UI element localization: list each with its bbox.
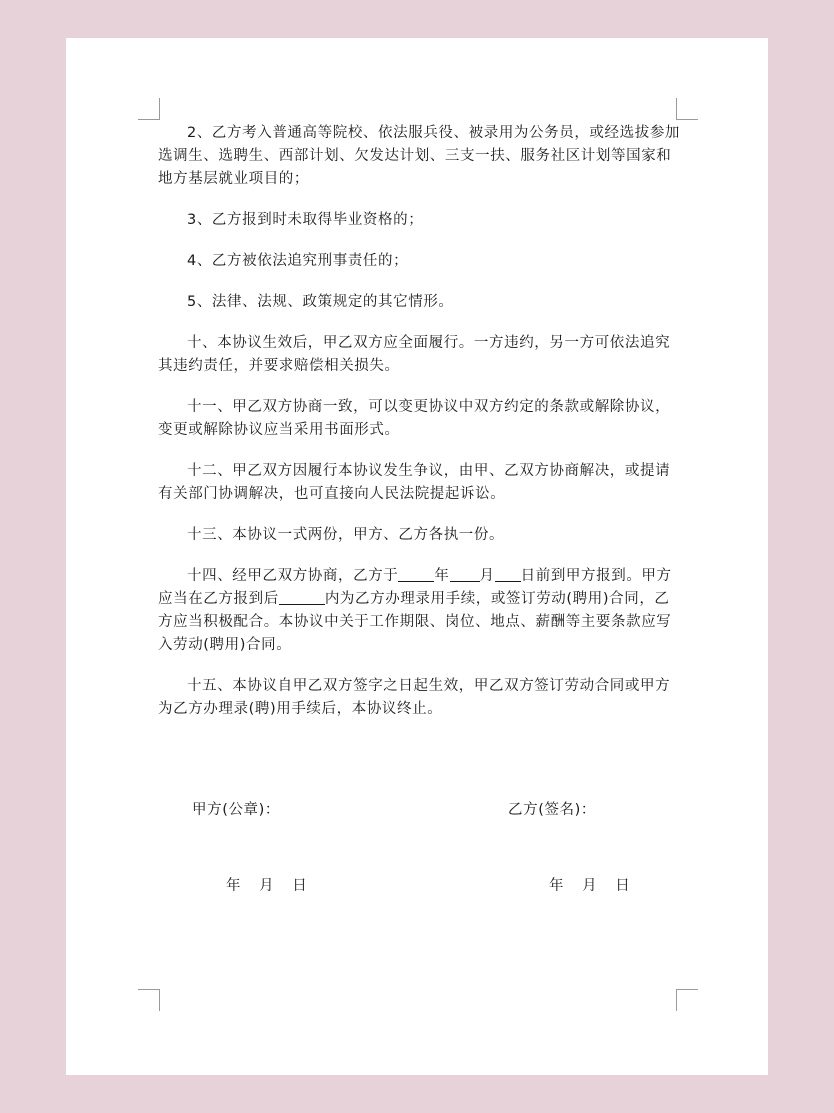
period-blank [279,590,325,605]
party-a-date-month: 月 [259,878,275,894]
party-b-date-month: 月 [582,878,598,894]
clause-10: 十、本协议生效后，甲乙双方应全面履行。一方违约，另一方可依法追究其违约责任，并要求赔偿相关损失。 [158,335,671,374]
party-b-date-day: 日 [615,878,631,894]
party-b-date-year: 年 [549,878,565,894]
clause-14-year: 年 [434,568,450,584]
margin-corner-top-left [138,98,160,120]
clause-15: 十五、本协议自甲乙双方签字之日起生效，甲乙双方签订劳动合同或甲方为乙方办理录(聘)用手续后，本协议终止。 [158,678,671,717]
party-a-date [226,874,325,895]
margin-corner-top-right [676,98,698,120]
clause-14-part3: 内为乙方办理录用手续，或签订劳动(聘用)合同，乙方应当积极配合。本协议中关于工作期限、岗位、地点、薪酬等主要条款应写入劳动(聘用)合同。 [158,591,672,653]
item-3: 3、乙方报到时未取得毕业资格的； [187,212,424,228]
party-b-label: 乙方(签名)： [508,802,597,818]
month-blank [450,567,480,582]
item-2: 2、乙方考入普通高等院校、依法服兵役、被录用为公务员，或经选拔参加选调生、选聘生、西部计划、欠发达计划、三支一扶、服务社区计划等国家和地方基层就业项目的； [158,125,681,187]
clause-14-month: 月 [479,568,495,584]
day-blank [495,567,521,582]
party-a-date-year: 年 [226,878,242,894]
party-a-label: 甲方(公章)： [192,802,281,818]
clause-14 [158,565,683,657]
party-a-date-day: 日 [292,878,308,894]
clause-14-part2: 日前到甲方报到。甲方应当在乙方报到后 [158,568,672,607]
document-body [158,122,683,721]
margin-corner-bottom-left [138,989,160,1011]
item-4: 4、乙方被依法追究刑事责任的； [187,253,409,269]
clause-12: 十二、甲乙双方因履行本协议发生争议，由甲、乙双方协商解决，或提请有关部门协调解决，也可直接向人民法院提起诉讼。 [158,463,671,502]
margin-corner-bottom-right [676,989,698,1011]
clause-14-part1: 十四、经甲乙双方协商，乙方于 [187,568,399,584]
document-page [66,38,768,1075]
clause-11: 十一、甲乙双方协商一致，可以变更协议中双方约定的条款或解除协议，变更或解除协议应当采用书面形式。 [158,399,671,438]
year-blank [398,567,434,582]
party-b-date [549,874,648,895]
item-5: 5、法律、法规、政策规定的其它情形。 [187,294,454,310]
clause-13: 十三、本协议一式两份，甲方、乙方各执一份。 [187,527,505,543]
